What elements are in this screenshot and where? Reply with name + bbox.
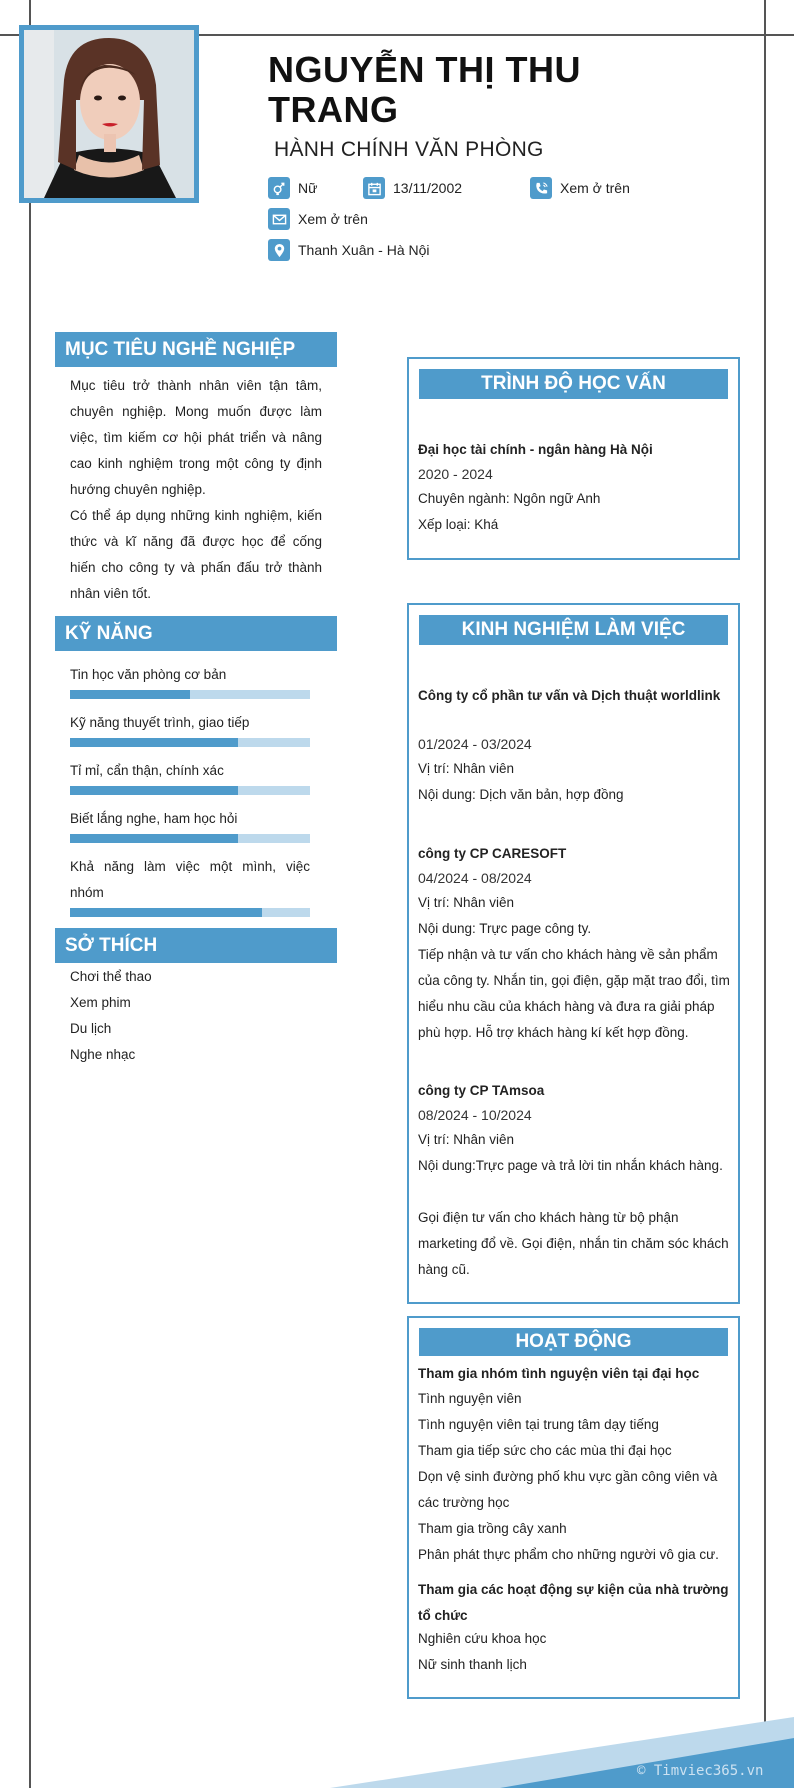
- education-grade: Xếp loại: Khá: [418, 517, 499, 532]
- activity-item: Tình nguyện viên: [418, 1391, 522, 1406]
- skill-label: Tin học văn phòng cơ bản: [70, 667, 227, 682]
- skill-item: [70, 758, 310, 795]
- job-company: công ty CP TAmsoa: [418, 1083, 545, 1098]
- activity-item: Tham gia tiếp sức cho các mùa thi đại học: [418, 1443, 672, 1458]
- job-description: Nội dung:Trực page và trả lời tin nhắn khách hàng.: [418, 1158, 723, 1173]
- hobbies-heading: SỞ THÍCH: [55, 928, 337, 963]
- skill-label: Kỹ năng thuyết trình, giao tiếp: [70, 715, 250, 730]
- activities-heading: HOẠT ĐỘNG: [419, 1328, 728, 1356]
- skill-item: [70, 806, 310, 843]
- gender-info: [268, 177, 317, 199]
- skill-bar-fill: [70, 908, 262, 917]
- job-period: 01/2024 - 03/2024: [418, 736, 532, 752]
- right-border-line: [764, 0, 766, 1725]
- skill-bar: [70, 738, 310, 747]
- job-role: Vị trí: Nhân viên: [418, 895, 515, 910]
- skill-bar-fill: [70, 738, 238, 747]
- job-role: Vị trí: Nhân viên: [418, 1132, 515, 1147]
- email-info: [268, 208, 368, 230]
- skill-bar: [70, 690, 310, 699]
- activity-item: Dọn vệ sinh đường phố khu vực gần công viên và các trường học: [418, 1469, 718, 1510]
- birthdate-value: 13/11/2002: [393, 180, 463, 196]
- experience-heading: KINH NGHIỆM LÀM VIỆC: [419, 615, 728, 645]
- job-description: Nội dung: Trực page công ty.: [418, 921, 592, 936]
- activity-item: Phân phát thực phẩm cho những người vô gia cư.: [418, 1547, 719, 1562]
- skills-heading: KỸ NĂNG: [55, 616, 337, 651]
- skill-item: [70, 662, 310, 699]
- calendar-icon: [363, 177, 385, 199]
- activity-item: Tình nguyện viên tại trung tâm dạy tiếng: [418, 1417, 659, 1432]
- hobby-item: Nghe nhạc: [70, 1047, 136, 1062]
- candidate-name: NGUYỄN THỊ THU TRANG: [268, 49, 581, 130]
- skill-bar: [70, 834, 310, 843]
- job-position: HÀNH CHÍNH VĂN PHÒNG: [274, 138, 544, 161]
- portrait-image: [24, 30, 194, 198]
- objective-paragraph-1: Mục tiêu trở thành nhân viên tận tâm, chuyên nghiệp. Mong muốn được làm việc, tìm kiếm cơ hội phát triển và nâng cao kinh nghiệm trong một công ty định hướng chuyên nghiệp.: [70, 378, 322, 497]
- objective-heading: MỤC TIÊU NGHỀ NGHIỆP: [55, 332, 337, 367]
- address-info: [268, 239, 430, 261]
- skill-bar-fill: [70, 834, 238, 843]
- education-major: Chuyên ngành: Ngôn ngữ Anh: [418, 491, 601, 506]
- education-period: 2020 - 2024: [418, 466, 493, 482]
- job-description-detail: Gọi điện tư vấn cho khách hàng từ bộ phận marketing đổ về. Gọi điện, nhắn tin chăm sóc khách hàng cũ.: [418, 1210, 729, 1277]
- skill-item: [70, 854, 310, 917]
- activity-group-heading: Tham gia các hoạt động sự kiện của nhà trường tổ chức: [418, 1582, 729, 1623]
- birthdate-info: [363, 177, 462, 199]
- hobby-item: Xem phim: [70, 995, 131, 1010]
- skill-bar-fill: [70, 690, 190, 699]
- education-school: Đại học tài chính - ngân hàng Hà Nội: [418, 442, 653, 457]
- activity-item: Tham gia trồng cây xanh: [418, 1521, 567, 1536]
- objective-paragraph-2: Có thể áp dụng những kinh nghiệm, kiến thức và kĩ năng đã được học để cống hiến cho công ty và phấn đấu trở thành nhân viên tốt.: [70, 508, 322, 601]
- phone-value: Xem ở trên: [560, 180, 630, 196]
- skill-label: Khả năng làm việc một mình, việc nhóm: [70, 859, 310, 900]
- education-heading: TRÌNH ĐỘ HỌC VẤN: [419, 369, 728, 399]
- job-role: Vị trí: Nhân viên: [418, 761, 515, 776]
- hobby-item: Du lịch: [70, 1021, 112, 1036]
- gender-icon: [268, 177, 290, 199]
- job-company: Công ty cổ phần tư vấn và Dịch thuật worldlink: [418, 688, 721, 703]
- profile-photo: [19, 25, 199, 203]
- activity-item: Nghiên cứu khoa học: [418, 1631, 547, 1646]
- address-value: Thanh Xuân - Hà Nội: [298, 242, 430, 258]
- skill-bar: [70, 908, 310, 917]
- gender-value: Nữ: [298, 180, 318, 196]
- hobby-item: Chơi thể thao: [70, 969, 152, 984]
- activity-group-heading: Tham gia nhóm tình nguyện viên tại đại học: [418, 1366, 700, 1381]
- job-description: Nội dung: Dịch văn bản, hợp đồng: [418, 787, 624, 802]
- job-company: công ty CP CARESOFT: [418, 846, 567, 861]
- skill-item: [70, 710, 310, 747]
- watermark: © Timviec365.vn: [637, 1763, 764, 1779]
- skill-label: Biết lắng nghe, ham học hỏi: [70, 811, 238, 826]
- job-description-detail: Tiếp nhận và tư vấn cho khách hàng về sản phẩm của công ty. Nhắn tin, gọi điện, gặp mặt trao đổi, tìm hiểu nhu cầu của khách hàng và đưa ra giải pháp phù hợp. Hỗ trợ khách hàng kí kết hợp đồng.: [418, 947, 730, 1040]
- email-icon: [268, 208, 290, 230]
- location-pin-icon: [268, 239, 290, 261]
- job-period: 08/2024 - 10/2024: [418, 1107, 532, 1123]
- skill-bar: [70, 786, 310, 795]
- email-value: Xem ở trên: [298, 211, 368, 227]
- phone-icon: [530, 177, 552, 199]
- job-period: 04/2024 - 08/2024: [418, 870, 532, 886]
- activity-item: Nữ sinh thanh lịch: [418, 1657, 527, 1672]
- skill-bar-fill: [70, 786, 238, 795]
- left-border-line: [29, 0, 31, 1788]
- skill-label: Tỉ mỉ, cẩn thận, chính xác: [70, 763, 224, 778]
- phone-info: [530, 177, 630, 199]
